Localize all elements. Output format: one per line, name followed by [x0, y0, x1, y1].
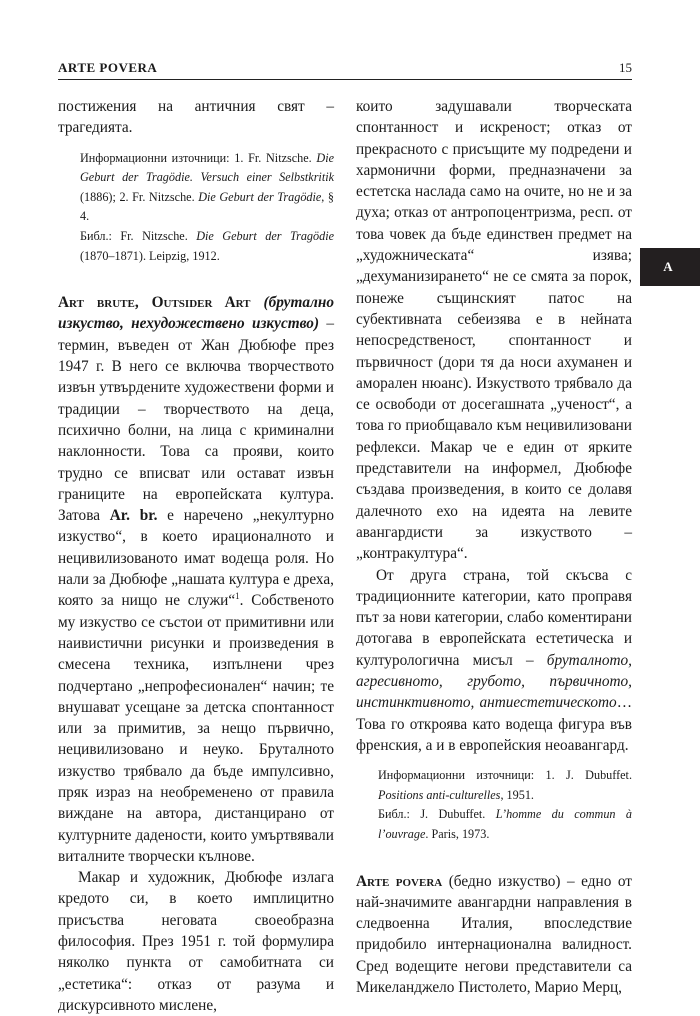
- sources-note: [80, 149, 334, 227]
- bibliography-lead: Библ.: J. Dubuffet.: [378, 807, 496, 822]
- entry-term: Art brute, Outsider Art: [58, 294, 251, 312]
- entry-art-brute: [58, 292, 334, 867]
- entry-gloss: (брутално изкуство, нехудожествено изкуство): [58, 294, 334, 333]
- entry-abbreviation: Ar. br.: [109, 507, 158, 525]
- left-column: [58, 96, 334, 1016]
- page-number: 15: [619, 60, 632, 75]
- source-title: Positions anti-culturelles: [378, 787, 501, 802]
- continued-paragraph: които задушавали творческата спонтанност и искреност; отказ от прекрасното с присъщите му подредени и хармонични форми, предназначени за естетска наслада само на очите, но не и за духа; отказ от антропоцентризма, респ. от това човек да бъде единствен предмет на „художническата“ изява; „дехуманизирането“ не се смята за порок, понеже същинският патос на субективната себеизява е в нейната непосредственост, спонтанност и първичност (дори тя да носи ахуманен и аморален нюанс). Изкуството трябвало да се освободи от досегашната „ученост“, а това го приобщавало към нецивилизовани рефлекси. Макар че е един от ярките представители на информел, Дюбюфе създава произведения, в които се долавя далечното ехо на идеята на левите авангардисти за изкуството – „контракултура“.: [356, 98, 632, 563]
- entry-arte-povera: [356, 871, 632, 999]
- source-title: Die Geburt der Tragödie. Versuch einer Selbstkritik: [80, 150, 334, 185]
- header-rule: [58, 79, 632, 80]
- sources-lead: Информационни източници: 1. J. Dubuffet.: [378, 768, 632, 783]
- bibliography-note: [80, 227, 334, 266]
- entry-term: Arte povera: [356, 872, 443, 890]
- source-detail: , 1951.: [500, 787, 534, 802]
- continued-paragraph: постижения на античния свят – трагедията.: [58, 98, 334, 137]
- section-thumb-tab: [640, 248, 700, 286]
- running-head-title: ARTE POVERA: [58, 60, 158, 75]
- paragraph-categories: [356, 565, 632, 757]
- paragraph-dubuffet-credo: Макар и художник, Дюбюфе излага кредото си, в което имплицитно присъства неговата своеобразна философия. През 1951 г. той формулира няколко пункта от самобитната си „естетика“: отказ от разума и дискурсивното мислене,: [58, 869, 334, 1014]
- entry-text: – термин, въведен от Жан Дюбюфе през 1947 г. В него се включва творчеството извън утвърдените художествени форми и традиции – творчеството на деца, психично болни, на лица с криминални наклонности. Това са прояви, които трудно се вписват или остават извън границите на европейската култура. Затова: [58, 315, 334, 525]
- bibliography-note: [378, 805, 632, 844]
- sources-block-nitzsche: [58, 149, 334, 267]
- sources-lead: Информационни източници: 1. Fr. Nitzsche.: [80, 150, 317, 165]
- sources-note: [378, 766, 632, 805]
- thumb-tab-letter: А: [663, 259, 673, 274]
- bibliography-detail: (1870–1871). Leipzig, 1912.: [80, 248, 220, 263]
- source-detail: , § 4.: [80, 189, 335, 224]
- entry-text: (бедно изкуство) – едно от най-значимите авангардни направления в следвоенна Италия, впоследствие придобило интернационална валидност. Сред водещите негови представители са Микеланджело Пистолето, Марио Мерц,: [356, 872, 632, 997]
- bibliography-detail: . Paris, 1973.: [425, 826, 490, 841]
- bibliography-title: L’homme du commun à l’ouvrage: [378, 807, 632, 841]
- source-title: Die Geburt der Tragödie: [198, 189, 322, 204]
- paragraph-text: … Това го откроява като водеща фигура във френския, а и в европейския неоавангард.: [356, 694, 632, 754]
- footnote-marker: 1: [235, 591, 240, 602]
- source-detail: (1886); 2. Fr. Nitzsche.: [80, 189, 199, 204]
- bibliography-title: Die Geburt der Tragödie: [196, 228, 334, 243]
- paragraph-italic: бруталното, агресивното, грубото, първичното, инстинктивното, антиестетическото: [356, 651, 632, 712]
- right-column: [356, 96, 632, 998]
- running-head: [58, 60, 632, 80]
- entry-text: е наречено „некултурно изкуство“, в което ирационалното и нецивилизованото имат водеща роля. Но нали за Дюбюфе „нашата култура е дреха, която за нищо не служи“: [58, 507, 334, 610]
- paragraph-text: От друга страна, той скъсва с традиционните категории, като проправя път за нови категории, слабо коментирани дотогава в европейската естетическа и културологична мисъл –: [356, 566, 632, 669]
- entry-text: . Собственото му изкуство се състои от примитивни или наивистични рисунки и произведения в смесена техника, изпълнени чрез подчертано „непрофесионален“ начин; те внушават усещане за детска спонтанност или за примитив, за нещо първично, нецивилизовано и неуко. Бруталното изкуство трябвало да бъде импулсивно, пряк израз на необременено от правила виждане на автора, дистанцирано от културните дадености, които умъртвявали виталните творчески кълнове.: [58, 592, 334, 865]
- sources-block-dubuffet: [356, 766, 632, 844]
- bibliography-lead: Библ.: Fr. Nitzsche.: [80, 228, 197, 243]
